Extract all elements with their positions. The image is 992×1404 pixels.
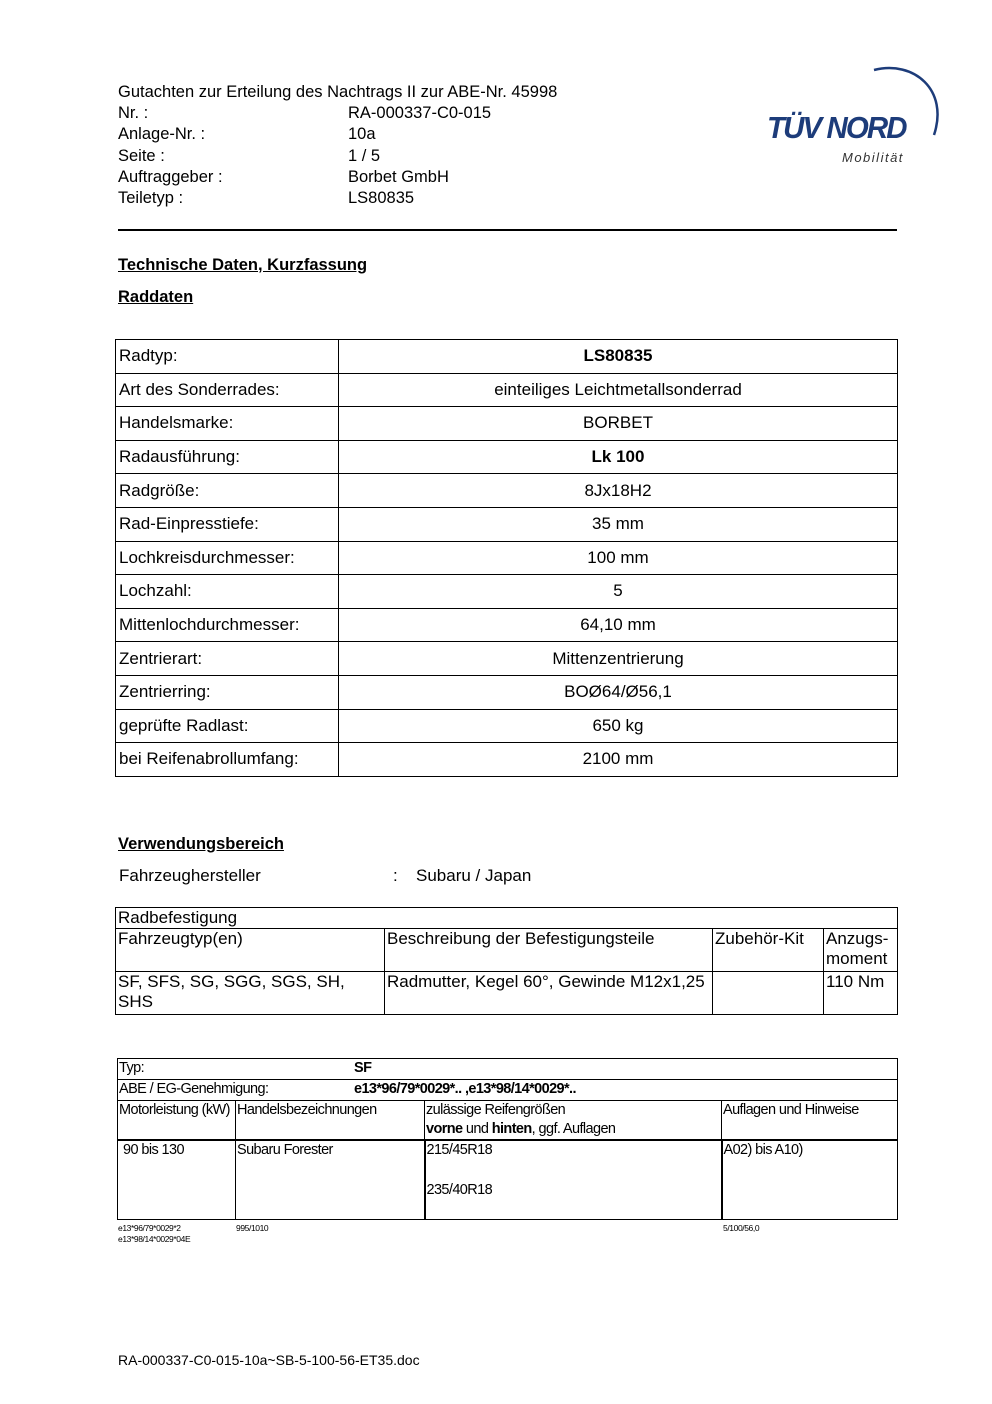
table-row <box>116 507 898 541</box>
raddaten-value: 650 kg <box>339 709 898 743</box>
raddaten-value: 35 mm <box>339 507 898 541</box>
raddaten-value: 2100 mm <box>339 743 898 777</box>
typ-table <box>117 1058 898 1220</box>
raddaten-value: Mittenzentrierung <box>339 642 898 676</box>
raddaten-label: Lochkreisdurchmesser: <box>116 541 339 575</box>
raddaten-value: 5 <box>339 575 898 609</box>
table-row <box>116 474 898 508</box>
header-divider <box>118 229 897 231</box>
raddaten-value: BORBET <box>339 407 898 441</box>
hersteller-label: Fahrzeughersteller <box>119 866 261 885</box>
table-row <box>116 541 898 575</box>
raddaten-label: Zentrierart: <box>116 642 339 676</box>
header-row-label: Anlage-Nr. : <box>118 125 206 144</box>
table-row <box>116 340 898 374</box>
raddaten-value: 8Jx18H2 <box>339 474 898 508</box>
header-row-label: Auftraggeber : <box>118 167 223 186</box>
cell-auflagen: A02) bis A10) <box>722 1140 898 1220</box>
cell-anzugsmoment: 110 Nm <box>824 972 898 1015</box>
hersteller-separator: : <box>393 866 398 885</box>
document-footer: RA-000337-C0-015-10a~SB-5-100-56-ET35.doc <box>118 1352 420 1368</box>
header-handelsbezeichnungen: Handelsbezeichnungen <box>236 1101 425 1141</box>
raddaten-table <box>115 339 898 777</box>
abe-label: ABE / EG-Genehmigung: <box>119 1081 269 1097</box>
reifen-header-rest: , ggf. Auflagen <box>531 1121 616 1137</box>
reifen-size-1: 215/45R18 <box>426 1142 493 1158</box>
header-row-label: Teiletyp : <box>118 189 184 208</box>
abe-row <box>118 1080 898 1101</box>
raddaten-value: LS80835 <box>339 340 898 374</box>
raddaten-value: Lk 100 <box>339 440 898 474</box>
cell-fahrzeugtyp: SF, SFS, SG, SGG, SGS, SH, SHS <box>116 972 385 1015</box>
cell-reifengroessen <box>425 1140 722 1220</box>
logo-subtitle: Mobilität <box>842 150 904 165</box>
table-row <box>116 407 898 441</box>
document-header <box>118 82 557 209</box>
reifen-header-vorne: vorne <box>426 1121 463 1137</box>
raddaten-label: Radgröße: <box>116 474 339 508</box>
raddaten-label: Rad-Einpresstiefe: <box>116 507 339 541</box>
cell-handelsbezeichnung: Subaru Forester <box>236 1140 425 1220</box>
tuev-nord-logo <box>764 60 944 170</box>
cell-beschreibung: Radmutter, Kegel 60°, Gewinde M12x1,25 <box>385 972 713 1015</box>
section-verwendung-heading: Verwendungsbereich <box>118 835 284 853</box>
raddaten-label: Mittenlochdurchmesser: <box>116 608 339 642</box>
header-title: Gutachten zur Erteilung des Nachtrags II zur ABE-Nr. 45998 <box>118 83 558 101</box>
raddaten-label: Radtyp: <box>116 340 339 374</box>
header-row-value: Borbet GmbH <box>348 167 449 186</box>
raddaten-value: 100 mm <box>339 541 898 575</box>
header-row <box>118 146 557 167</box>
raddaten-label: Handelsmarke: <box>116 407 339 441</box>
radbefestigung-title: Radbefestigung <box>116 908 898 929</box>
raddaten-value: 64,10 mm <box>339 608 898 642</box>
header-anzugsmoment: Anzugs-moment <box>824 929 898 972</box>
raddaten-label: geprüfte Radlast: <box>116 709 339 743</box>
footnote-abe-1: e13*96/79*0029*2 <box>118 1223 181 1233</box>
footnote-abe <box>118 1223 190 1245</box>
table-row <box>116 575 898 609</box>
typ-value: SF <box>354 1060 372 1076</box>
header-row <box>118 188 557 209</box>
header-motorleistung: Motorleistung (kW) <box>118 1101 236 1141</box>
header-row-value: 10a <box>348 125 376 144</box>
radbefestigung-table <box>115 907 898 1015</box>
header-row-value: RA-000337-C0-015 <box>348 104 492 123</box>
footnote-abe-2: e13*98/14*0029*04E <box>118 1234 191 1244</box>
section-tech-heading: Technische Daten, Kurzfassung <box>118 256 368 274</box>
table-row <box>116 608 898 642</box>
raddaten-label: bei Reifenabrollumfang: <box>116 743 339 777</box>
logo-wordmark: TÜV NORD <box>767 110 906 145</box>
reifen-size-2: 235/40R18 <box>426 1182 493 1198</box>
raddaten-value: einteiliges Leichtmetallsonderrad <box>339 373 898 407</box>
table-row <box>116 743 898 777</box>
header-row-label: Nr. : <box>118 104 149 123</box>
raddaten-label: Zentrierring: <box>116 675 339 709</box>
table-row <box>116 709 898 743</box>
header-fahrzeugtyp: Fahrzeugtyp(en) <box>116 929 385 972</box>
header-zubehoer: Zubehör-Kit <box>713 929 824 972</box>
table-row <box>116 642 898 676</box>
cell-zubehoer <box>713 972 824 1015</box>
raddaten-label: Lochzahl: <box>116 575 339 609</box>
raddaten-label: Radausführung: <box>116 440 339 474</box>
cell-motorleistung: 90 bis 130 <box>118 1140 236 1220</box>
typ-label: Typ: <box>119 1060 144 1076</box>
header-row <box>118 103 557 124</box>
header-beschreibung: Beschreibung der Befestigungsteile <box>385 929 713 972</box>
section-raddaten-heading: Raddaten <box>118 288 194 306</box>
footnote-bolt: 5/100/56,0 <box>723 1223 760 1233</box>
hersteller-value: Subaru / Japan <box>416 866 532 885</box>
header-row-value: 1 / 5 <box>348 146 381 165</box>
table-row <box>116 373 898 407</box>
typ-row <box>118 1059 898 1080</box>
reifen-header-und: und <box>462 1121 492 1137</box>
header-row-value: LS80835 <box>348 189 415 208</box>
table-row <box>116 440 898 474</box>
header-rows <box>118 103 557 209</box>
header-row <box>118 124 557 145</box>
table-row <box>118 1140 898 1220</box>
reifen-header-hinten: hinten <box>491 1121 532 1137</box>
raddaten-value: BOØ64/Ø56,1 <box>339 675 898 709</box>
header-row-label: Seite : <box>118 146 165 165</box>
table-row <box>116 675 898 709</box>
header-auflagen: Auflagen und Hinweise <box>722 1101 898 1141</box>
reifen-header-line1: zulässige Reifengrößen <box>426 1102 566 1118</box>
header-reifengroessen <box>425 1101 722 1141</box>
header-row <box>118 167 557 188</box>
footnote-weight: 995/1010 <box>236 1223 269 1233</box>
abe-value: e13*96/79*0029*.. ,e13*98/14*0029*.. <box>354 1081 576 1097</box>
raddaten-label: Art des Sonderrades: <box>116 373 339 407</box>
table-row <box>116 972 898 1015</box>
